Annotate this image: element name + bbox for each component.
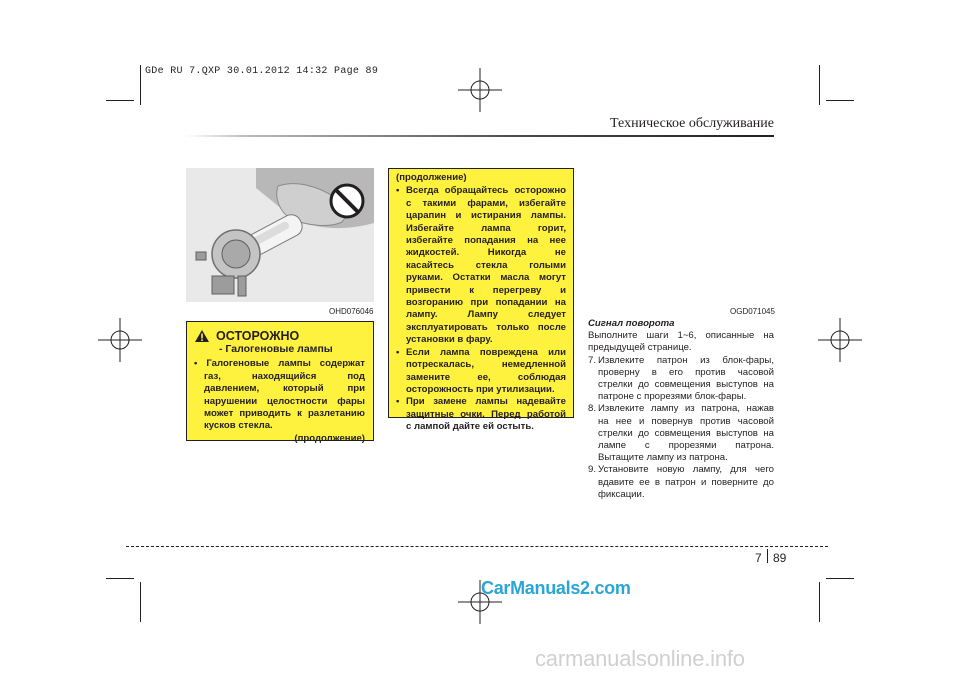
step-line: проверну в его против часовой <box>598 366 774 378</box>
warning-line: давлением, который при <box>204 383 365 395</box>
crop-mark <box>819 65 820 105</box>
step-number: 9. <box>588 464 597 476</box>
warning-line: нарушении целостности фары <box>204 395 365 407</box>
bullet1-line: с такими фарами, избегайте <box>406 197 566 209</box>
warning-continued: (продолжение) <box>294 432 365 444</box>
bullet-dot: • <box>396 346 400 358</box>
step-line: на нее и повернув против часовой <box>598 415 774 427</box>
bullet1-line: жидкостей. Никогда не <box>406 247 566 259</box>
bullet-dot: • <box>396 396 400 408</box>
warning-line: кусков стекла. <box>204 420 273 432</box>
registration-mark-icon <box>818 318 862 362</box>
step-line: Извлеките лампу из патрона, нажав <box>598 403 774 415</box>
continued-header: (продолжение) <box>396 172 467 183</box>
warning-line: газ, находящийся под <box>204 370 365 382</box>
warning-title: ОСТОРОЖНО <box>216 328 300 343</box>
bullet1-line: избегайте попадания на нее <box>406 235 566 247</box>
step-9 <box>588 464 774 501</box>
bullet2-line: потрескалась, немедленной <box>406 359 566 371</box>
bullet1-line: царапин и истирания лампы. <box>406 210 566 222</box>
continued-warning-box <box>388 168 574 433</box>
crop-mark <box>140 65 141 105</box>
instructions <box>588 318 774 501</box>
step-number: 7. <box>588 354 597 366</box>
step-line: стрелки до совмещения выступов на <box>598 427 774 439</box>
step-7 <box>588 355 774 404</box>
crop-mark <box>819 582 820 622</box>
bulb-photo <box>186 168 374 302</box>
prohibition-icon <box>328 182 366 220</box>
instructions-heading: Сигнал поворота <box>588 318 675 329</box>
step-line: фиксации. <box>598 488 645 500</box>
bullet1-line: лампу. Лампу следует <box>406 309 566 321</box>
warning-bullet: • Галогеновые лампы содержат <box>194 358 365 370</box>
bullet1-line: Избегайте лампа горит, <box>406 222 566 234</box>
step-line: Установите новую лампу, для чего <box>598 464 774 476</box>
bullet-dot: • <box>396 185 400 197</box>
footer-dashed-rule <box>126 546 828 547</box>
crop-mark <box>106 578 134 579</box>
image-code: OGD071045 <box>730 307 775 316</box>
bullet2-line: замените ее, соблюдая <box>406 371 566 383</box>
carmanuals-watermark: CarManuals2.com <box>481 578 631 598</box>
warning-box <box>186 321 374 444</box>
bullet1-line: привести к перегреву и <box>406 284 566 296</box>
print-slug: GDe RU 7.QXP 30.01.2012 14:32 Page 89 <box>145 66 379 77</box>
bullet1-line: касайтесь стекла голыми <box>406 259 566 271</box>
step-line: Извлеките патрон из блок-фары, <box>598 354 774 366</box>
step-line: стрелки до совмещения выступов на <box>598 379 774 391</box>
registration-mark-icon <box>98 318 142 362</box>
crop-mark <box>826 100 854 101</box>
bullet1-line: Всегда обращайтесь осторожно <box>406 185 566 197</box>
bullet2-line: осторожность при утилизации. <box>406 383 555 395</box>
crop-mark <box>140 582 141 622</box>
chapter-number: 7 <box>755 551 762 565</box>
bullet3-line: защитные очки. Перед работой <box>406 408 566 420</box>
step-line: лампе с прорезями патрона. <box>598 440 774 452</box>
section-title: Техническое обслуживание <box>610 116 774 131</box>
page-number-separator <box>767 549 768 563</box>
page-number: 89 <box>773 551 787 565</box>
step-8 <box>588 403 774 464</box>
step-line: Вытащите лампу из патрона. <box>598 452 728 464</box>
bullet3-line: При замене лампы надевайте <box>406 396 566 408</box>
image-code: OHD076046 <box>329 307 374 316</box>
step-line: вдавите ее в патрон и поверните до <box>598 476 774 488</box>
intro-line: предыдущей странице. <box>588 342 692 354</box>
bullet3-line: с лампой дайте ей остыть. <box>406 421 534 433</box>
footer-watermark: carmanualsonline.info <box>535 646 745 671</box>
crop-mark <box>106 100 134 101</box>
turn-signal-photo <box>588 168 774 302</box>
bullet1-line: руками. Остатки масла могут <box>406 272 566 284</box>
header-rule <box>186 135 774 137</box>
crop-mark <box>826 578 854 579</box>
bullet1-line: установки в фару. <box>406 334 493 346</box>
bullet1-line: возгоранию при попадании на <box>406 297 566 309</box>
registration-mark-icon <box>458 68 502 112</box>
warning-triangle-icon <box>194 329 210 343</box>
bullet2-line: Если лампа повреждена или <box>406 346 566 358</box>
step-number: 8. <box>588 403 597 415</box>
bullet1-line: эксплуатировать только после <box>406 321 566 333</box>
warning-subtitle: - Галогеновые лампы <box>219 343 333 355</box>
intro-line: Выполните шаги 1~6, описанные на <box>588 330 774 342</box>
warning-line: может приводить к разлетанию <box>204 408 365 420</box>
step-line: патроне с прорезями блок-фары. <box>598 391 747 403</box>
